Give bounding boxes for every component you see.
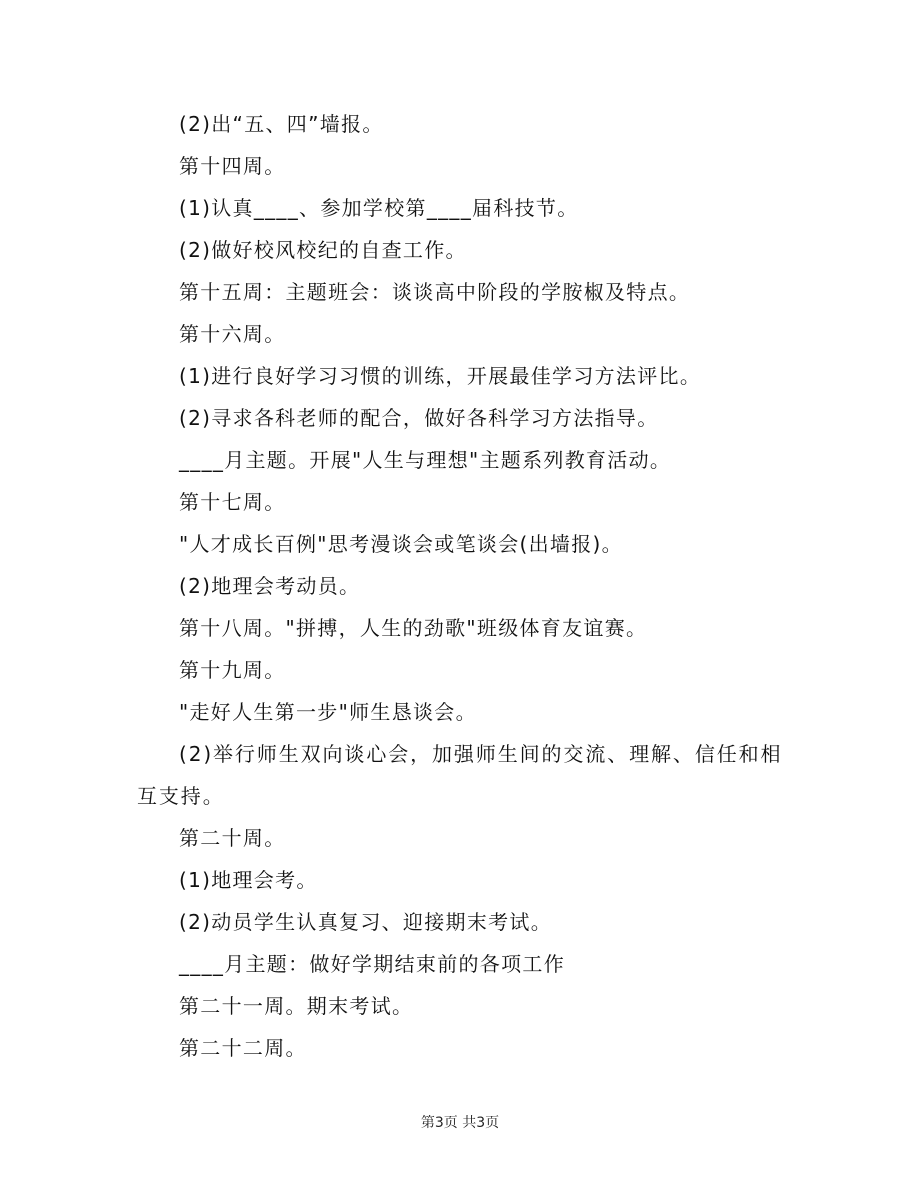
paragraph: (2)举行师生双向谈心会，加强师生间的交流、理解、信任和相互支持。	[137, 742, 783, 808]
paragraph: 第十七周。	[179, 490, 286, 514]
paragraph: (1)地理会考。	[179, 868, 318, 892]
page-number: 第3页 共3页	[420, 1115, 500, 1131]
document-body	[137, 103, 787, 1069]
paragraph: 第二十二周。	[179, 1036, 307, 1060]
paragraph: 第十五周：主题班会：谈谈高中阶段的学胺椒及特点。	[179, 280, 691, 304]
paragraph: 第十六周。	[179, 322, 286, 346]
paragraph: (2)地理会考动员。	[179, 574, 361, 598]
paragraph: (2)做好校风校纪的自查工作。	[179, 238, 467, 262]
paragraph: 第十九周。	[179, 658, 286, 682]
paragraph: ____月主题。开展"人生与理想"主题系列教育活动。	[179, 448, 672, 472]
paragraph: (2)动员学生认真复习、迎接期末考试。	[179, 910, 553, 934]
paragraph: (2)寻求各科老师的配合，做好各科学习方法指导。	[179, 406, 659, 430]
paragraph: 第十四周。	[179, 154, 286, 178]
paragraph: 第二十一周。期末考试。	[179, 994, 414, 1018]
paragraph: ____月主题：做好学期结束前的各项工作	[179, 952, 565, 976]
paragraph: 第十八周。"拼搏，人生的劲歌"班级体育友谊赛。	[179, 616, 648, 640]
paragraph: "走好人生第一步"师生恳谈会。	[179, 700, 477, 724]
paragraph: (1)认真____、参加学校第____届科技节。	[179, 196, 579, 220]
paragraph: "人才成长百例"思考漫谈会或笔谈会(出墙报)。	[179, 532, 623, 556]
paragraph: (2)出“五、四”墙报。	[179, 112, 384, 136]
paragraph: 第二十周。	[179, 826, 286, 850]
paragraph: (1)进行良好学习习惯的训练，开展最佳学习方法评比。	[179, 364, 702, 388]
